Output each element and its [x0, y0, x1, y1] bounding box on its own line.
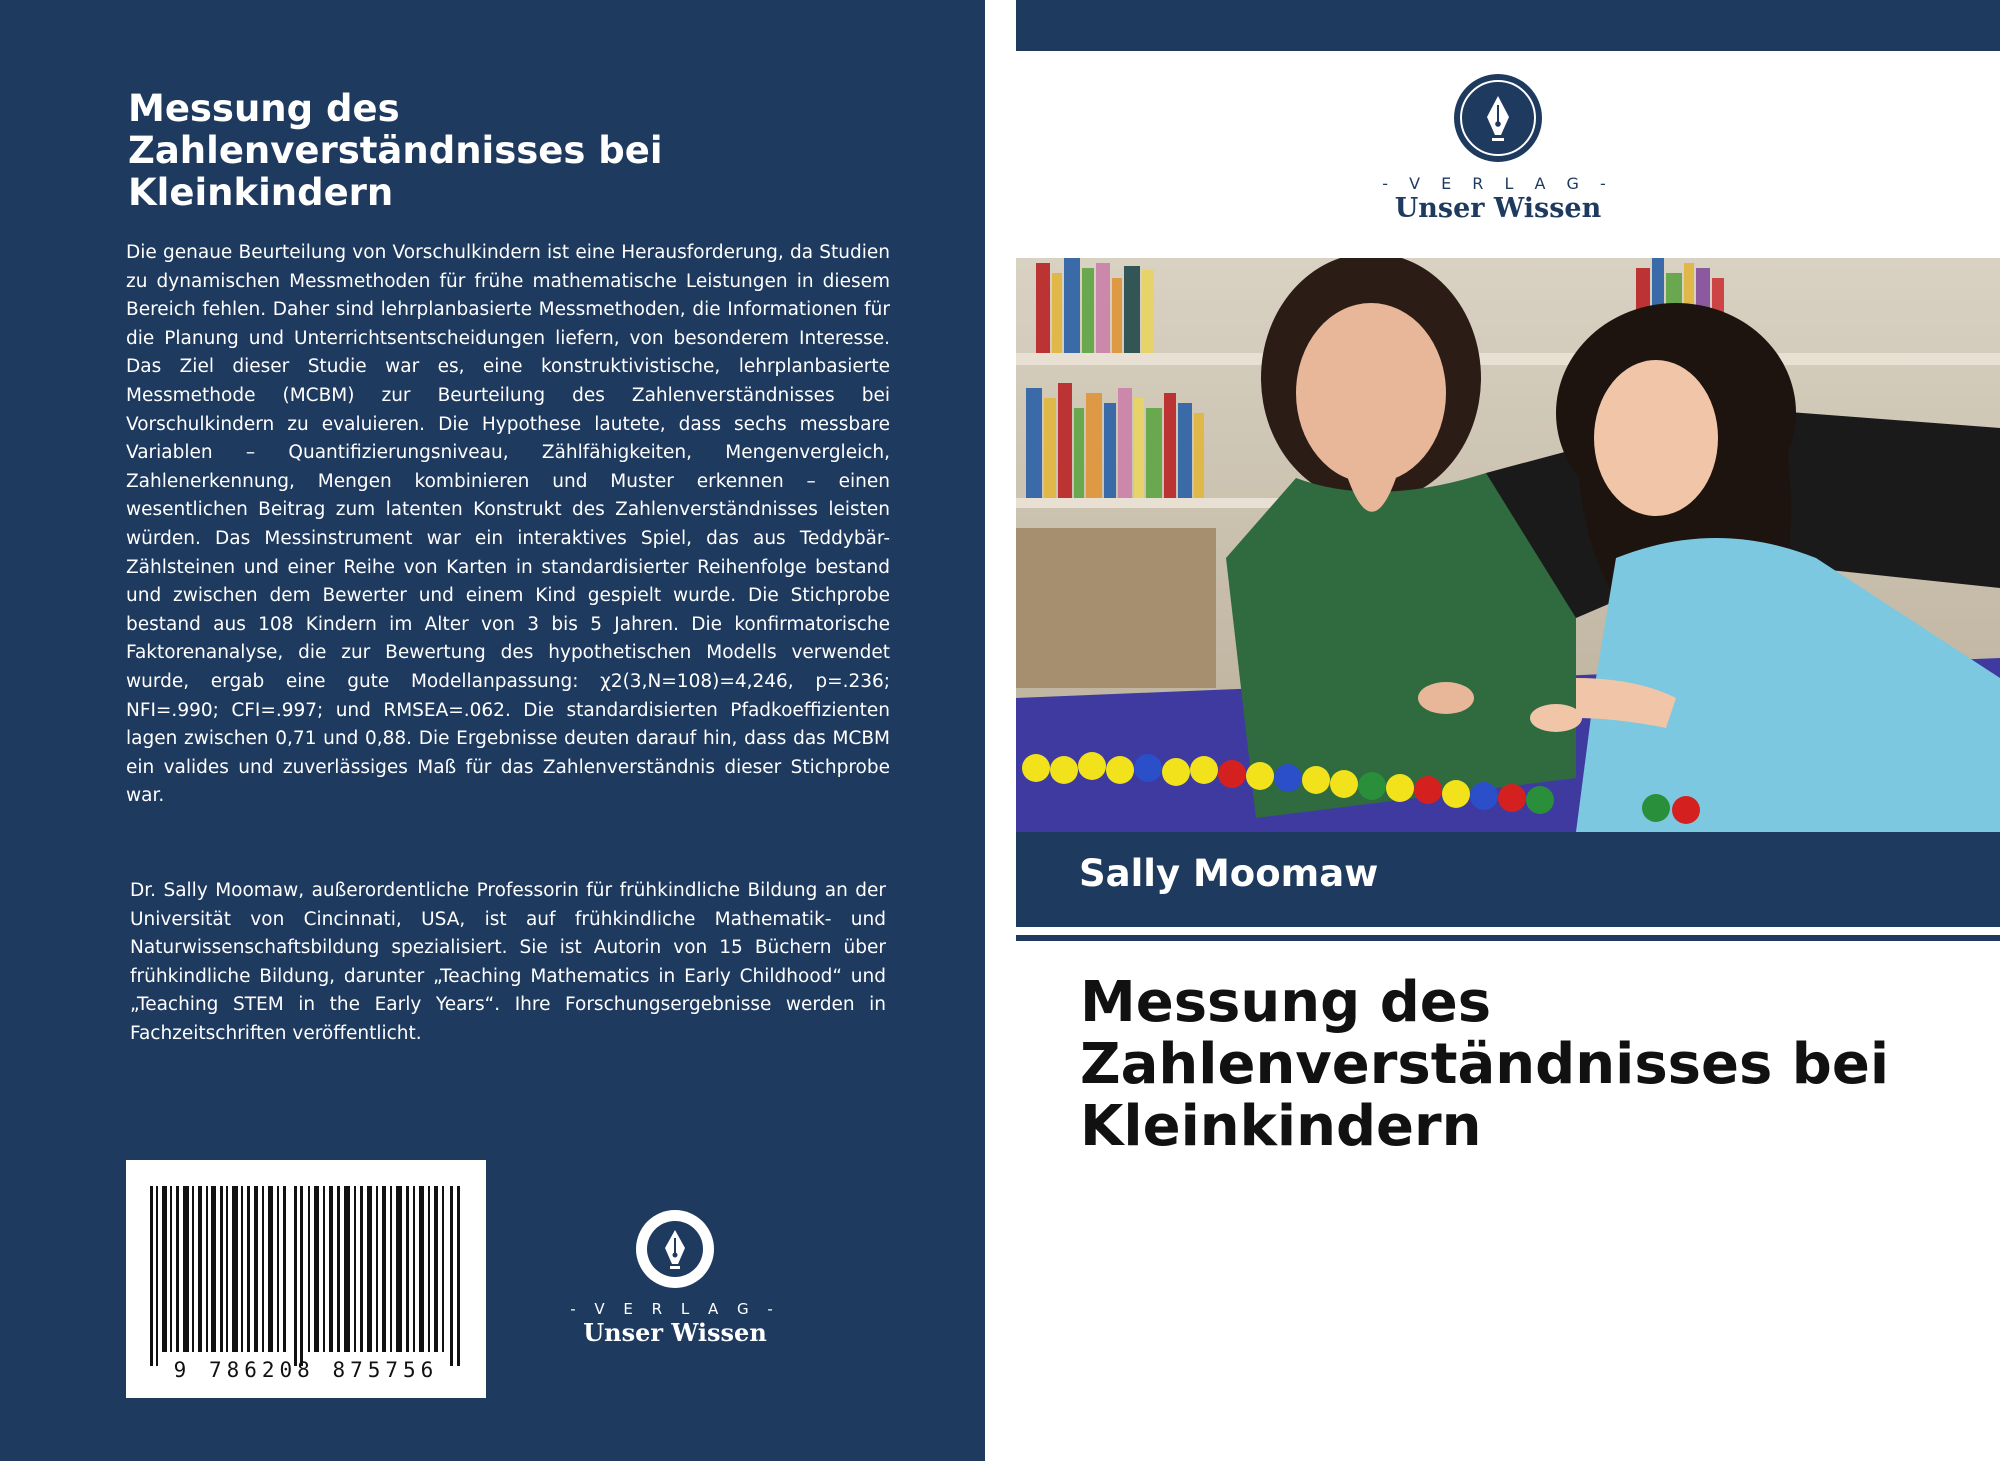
cover-photo-illustration: [1016, 258, 2000, 832]
publisher-name-back: Unser Wissen: [583, 1318, 767, 1347]
barcode-bars: [148, 1186, 466, 1366]
fountain-pen-nib-icon: [1452, 72, 1544, 164]
fountain-pen-nib-icon: [634, 1208, 716, 1290]
front-top-bar: [1016, 0, 2000, 51]
publisher-logo-back: [570, 1208, 780, 1347]
publisher-name-front: Unser Wissen: [1394, 193, 1602, 224]
verlag-label-back: - V E R L A G -: [570, 1300, 780, 1318]
author-band: [1016, 832, 2000, 927]
cover-photo: [1016, 258, 2000, 832]
isbn-barcode: [126, 1160, 486, 1398]
front-cover-title: Messung des Zahlenverständnisses bei Kleinkindern: [1080, 970, 1890, 1159]
divider-rule: [1016, 935, 2000, 941]
back-cover-blurb: Die genaue Beurteilung von Vorschulkindern ist eine Herausforderung, da Studien zu dynamischen Messmethoden für frühe mathematische Leistungen in diesem Bereich fehlen. Daher sind lehrplanbasierte Messmethoden, die Informationen für die Planung und Unterrichtsentscheidungen liefern, von besonderem Interesse. Das Ziel dieser Studie war es, eine konstruktivistische, lehrplanbasierte Messmethode (MCBM) zur Beurteilung des Zahlenverständnisses bei Vorschulkindern zu evaluieren. Die Hypothese lautete, dass sechs messbare Variablen – Quantifizierungsniveau, Zählfähigkeiten, Mengenvergleich, Zahlenerkennung, Mengen kombinieren und Muster erkennen – einen wesentlichen Beitrag zum latenten Konstrukt des Zahlenverständnisses leisten würden. Das Messinstrument war ein interaktives Spiel, das aus Teddybär-Zählsteinen und einer Reihe von Karten in standardisierter Reihenfolge bestand und zwischen dem Bewerter und einem Kind gespielt wurde. Die Stichprobe bestand aus 108 Kindern im Alter von 3 bis 5 Jahren. Die konfirmatorische Faktorenanalyse, die zur Bewertung des hypothetischen Modells verwendet wurde, ergab eine gute Modellanpassung: χ2(3,N=108)=4,246, p=.236; NFI=.990; CFI=.997; und RMSEA=.062. Die standardisierten Pfadkoeffizienten lagen zwischen 0,71 und 0,88. Die Ergebnisse deuten darauf hin, dass das MCBM ein valides und zuverlässiges Maß für das Zahlenverständnis dieser Stichprobe war.: [126, 242, 890, 807]
isbn-number: 9 786208 875756: [173, 1358, 439, 1382]
back-cover-title: Messung des Zahlenverständnisses bei Kleinkindern: [128, 87, 663, 214]
verlag-label-front: - V E R L A G -: [1382, 174, 1614, 193]
spine: [985, 0, 1016, 1461]
author-name: Sally Moomaw: [1079, 852, 1379, 895]
publisher-logo-front: [1380, 72, 1616, 222]
back-cover: [0, 0, 985, 1461]
author-bio: Dr. Sally Moomaw, außerordentliche Professorin für frühkindliche Bildung an der Universität von Cincinnati, USA, ist auf frühkindliche Mathematik- und Naturwissenschaftsbildung spezialisiert. Sie ist Autorin von 15 Büchern über frühkindliche Bildung, darunter „Teaching Mathematics in Early Childhood“ und „Teaching STEM in the Early Years“. Ihre Forschungsergebnisse werden in Fachzeitschriften veröffentlicht.: [130, 880, 886, 1044]
